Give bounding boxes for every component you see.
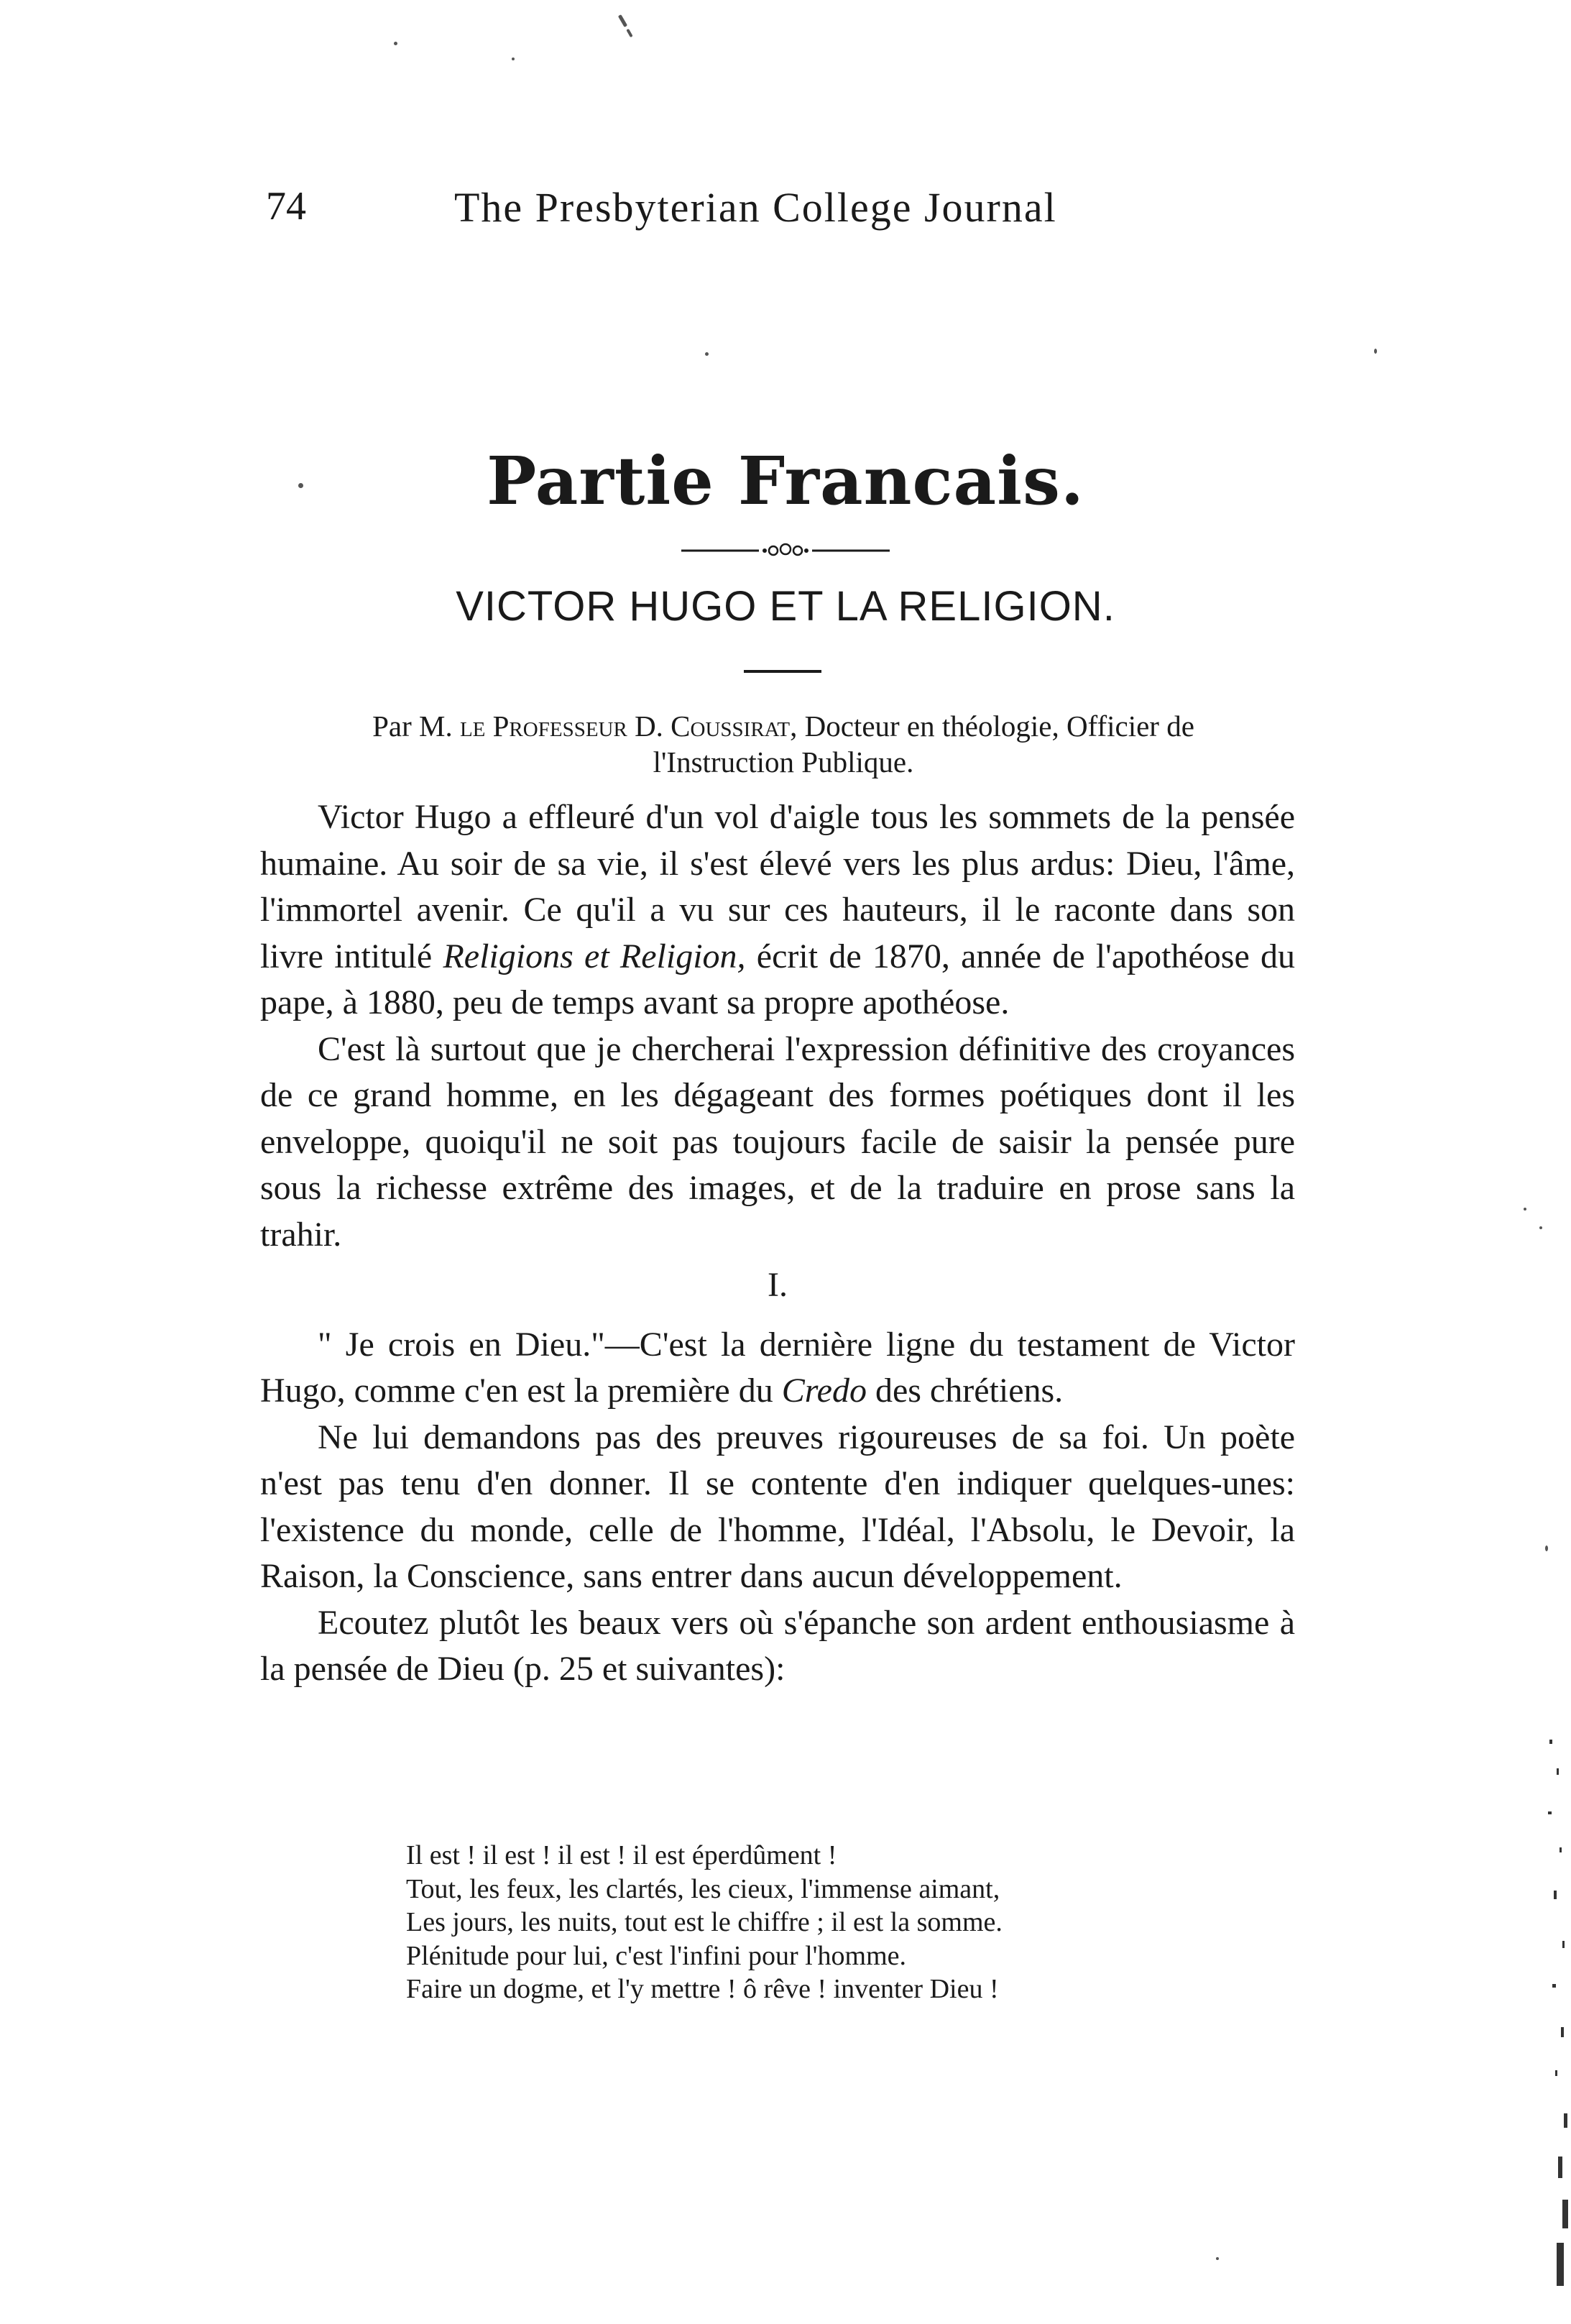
article-body: [260, 794, 1295, 1693]
paragraph-text: Victor Hugo a effleuré d'un vol d'aigle tous les sommets de la pensée humaine. Au soir de sa vie, il s'est élevé vers les plus ardus: Dieu, l'âme, l'immortel avenir. Ce qu'il a vu sur ces hauteurs, il le raconte dans son livre intitulé: [260, 798, 1295, 975]
scan-speck: [1524, 1208, 1526, 1211]
byline-credentials-line2: l'Instruction Publique.: [653, 745, 914, 779]
scan-speck: [1374, 349, 1377, 354]
book-title: Religions et Religion,: [443, 937, 746, 975]
scan-speck: [394, 42, 397, 45]
credo-italic: Credo: [781, 1372, 867, 1410]
title-rule: [744, 670, 821, 673]
running-header: [266, 183, 1128, 241]
ornamental-divider: [0, 536, 1571, 566]
ornament-icon: [681, 542, 890, 559]
section-numeral: I.: [768, 1266, 788, 1304]
paragraph: C'est là surtout que je chercherai l'expression définitive des croyances de ce grand homme, en les dégageant des formes poétiques dont il les enveloppe, quoiqu'il ne soit pas toujours facile de saisir la pensée pure sous la richesse extrême des images, et de la traduire en prose sans la trahir.: [260, 1029, 1295, 1254]
byline-credentials: , Docteur en théologie, Officier de: [790, 709, 1194, 743]
poem-line: Les jours, les nuits, tout est le chiffre ; il est la somme.: [406, 1907, 1003, 1937]
poem-line: Faire un dogme, et l'y mettre ! ô rêve ! inventer Dieu !: [406, 1974, 999, 2004]
scan-speck: [705, 352, 709, 356]
scan-speck: [626, 29, 632, 37]
byline-par: Par: [372, 709, 419, 743]
byline-title: le Professeur: [459, 709, 627, 743]
poem-line: Tout, les feux, les clartés, les cieux, l'immense aimant,: [406, 1873, 1000, 1904]
scan-speck: [1216, 2257, 1219, 2260]
paragraph: [260, 1322, 1295, 1415]
scan-speck: [618, 14, 627, 27]
byline-m: M.: [418, 709, 460, 743]
scan-speck: [1545, 1545, 1548, 1551]
page-number: 74: [266, 184, 306, 229]
paragraph: Ne lui demandons pas des preuves rigoureuses de sa foi. Un poète n'est pas tenu d'en donner. Il se contente d'en indiquer quelques-unes: l'existence du monde, celle de l'homme, l'Idéal, l'Absolu, le Devoir, la Raison, la Conscience, sans entrer dans aucun développement.: [260, 1418, 1295, 1595]
poem-line: Il est ! il est ! il est ! il est éperdûment !: [406, 1840, 837, 1870]
paragraph-text: " Je crois en Dieu."—C'est la dernière ligne du testament de Victor Hugo, comme c'en est la première du: [260, 1325, 1295, 1410]
section-heading: Partie Francais.: [487, 442, 1084, 520]
paragraph: Ecoutez plutôt les beaux vers où s'épanche son ardent enthousiasme à la pensée de Dieu (p. 25 et suivantes):: [260, 1603, 1295, 1688]
scan-speck: [512, 58, 515, 60]
scan-edge-noise: [1528, 1725, 1571, 2300]
poem-line: Plénitude pour lui, c'est l'infini pour l'homme.: [406, 1940, 907, 1971]
scan-speck: [1539, 1226, 1542, 1229]
journal-title: The Presbyterian College Journal: [454, 184, 1057, 231]
poem-quote: [406, 1839, 1340, 2006]
paragraph-text: des chrétiens.: [866, 1372, 1064, 1410]
article-title: VICTOR HUGO ET LA RELIGION.: [456, 583, 1115, 630]
paragraph-text: écrit de 1870, année de l'apothéose du pape, à 1880, peu de temps avant sa propre apothéose.: [260, 937, 1295, 1021]
byline-author: D. Coussirat: [627, 709, 791, 743]
paragraph: [260, 794, 1295, 1026]
byline: [273, 708, 1294, 780]
